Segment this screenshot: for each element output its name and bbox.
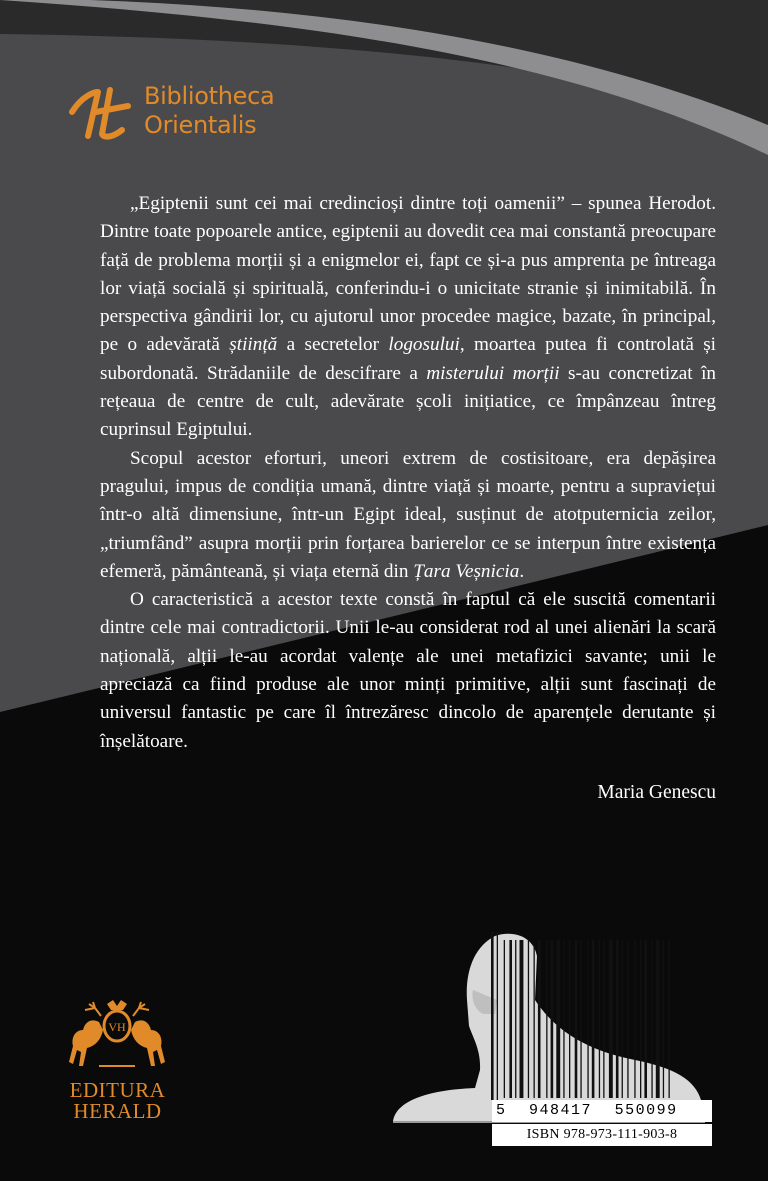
barcode-bar bbox=[504, 940, 505, 1098]
barcode-bar bbox=[546, 940, 547, 1098]
publisher-name bbox=[55, 1080, 180, 1122]
text-run: , moartea putea fi controlată și subordonată. Strădaniile de descifrare a bbox=[100, 334, 716, 384]
publisher-name-line2: HERALD bbox=[73, 1099, 162, 1123]
isbn-number: ISBN 978-973-111-903-8 bbox=[492, 1124, 712, 1146]
blurb-paragraph bbox=[100, 586, 716, 756]
italic-phrase: misterului morții bbox=[426, 362, 560, 384]
barcode-bar bbox=[592, 940, 595, 1098]
text-run: . bbox=[519, 560, 525, 582]
barcode-bar bbox=[520, 940, 524, 1098]
barcode-bar bbox=[575, 940, 578, 1098]
barcode-bar bbox=[651, 940, 652, 1098]
series-title bbox=[144, 82, 274, 140]
series-logo bbox=[68, 82, 298, 144]
series-title-line1: Bibliotheca bbox=[144, 82, 275, 110]
barcode-bar bbox=[563, 940, 564, 1098]
italic-phrase: știință bbox=[229, 334, 278, 356]
series-emblem-icon bbox=[68, 86, 134, 142]
text-run: „Egiptenii sunt cei mai credincioși dintre toți oamenii” – spunea Herodot. Dintre toate popoarele antice, egiptenii au dovedit cea mai constantă preocupare față de problema morții și a enigmelor ei, fapt ce și-a pus amprenta pe întreaga lor viață socială și spirituală, conferindu-i o unicitate stranie și inimitabilă. În perspectiva gândirii lor, cu ajutorul unor procedee magice, bazate, în principal, pe o adevărată bbox=[100, 193, 716, 356]
barcode-digit-group-left: 948417 bbox=[529, 1102, 593, 1119]
barcode-bar bbox=[627, 940, 628, 1098]
barcode-bar bbox=[656, 940, 660, 1098]
publisher-logo bbox=[55, 1000, 180, 1130]
text-run: O caracteristică a acestor texte constă în faptul că ele suscită comentarii dintre cele mai contradictorii. Unii le-au considerat rod al unei alienări la scară națională, alții le-au acordat valențe ale unei metafizici savante; unii le apreciază ca fiind produse ale unor minți primitive, alții sunt fascinați de universul fantastic pe care îl întrezăresc dincolo de aparențele derutante și înșelătoare. bbox=[100, 589, 716, 752]
barcode-bar bbox=[551, 940, 554, 1098]
barcode-bar bbox=[509, 940, 512, 1098]
barcode-digit-group-right: 550099 bbox=[614, 1102, 678, 1119]
barcode-bar bbox=[587, 940, 588, 1098]
author-signature: Maria Genescu bbox=[597, 782, 716, 803]
text-run: s-au concretizat în rețeaua de centre de cult, adevărate școli inițiatice, ce împânzeau întreg cuprinsul Egiptului. bbox=[100, 362, 716, 441]
barcode-bar bbox=[663, 940, 664, 1098]
barcode-bar bbox=[669, 940, 670, 1098]
text-run: a secretelor bbox=[277, 334, 389, 356]
barcode-digits bbox=[492, 1100, 712, 1122]
barcode-bar bbox=[640, 940, 641, 1098]
barcode-bar bbox=[644, 940, 647, 1098]
barcode-bar bbox=[497, 932, 498, 1100]
barcode-bar bbox=[616, 940, 619, 1098]
barcode-bar bbox=[580, 940, 581, 1098]
deer-emblem-icon bbox=[55, 1000, 180, 1080]
barcode-bar bbox=[569, 940, 570, 1098]
barcode-bar bbox=[491, 932, 494, 1100]
barcode-bar bbox=[622, 940, 623, 1098]
blurb-paragraph bbox=[100, 190, 716, 445]
series-title-line2: Orientalis bbox=[144, 111, 257, 139]
barcode-bar bbox=[538, 940, 541, 1098]
barcode-bar bbox=[556, 940, 560, 1098]
italic-phrase: logosului bbox=[388, 334, 460, 356]
blurb-text bbox=[100, 190, 716, 756]
emblem-initials: VH bbox=[108, 1020, 126, 1034]
barcode-bar bbox=[534, 940, 535, 1098]
text-run: Scopul acestor eforturi, uneori extrem de costisitoare, era depășirea pragului, impus de condiția umană, dintre viață și moarte, pentru a supraviețui într-o altă dimensiune, într-un Egipt ideal, susținut de atotputernicia zeilor, „triumfând” asupra morții prin forțarea barierelor ce se interpun între existența efemeră, pământeană, și viața eternă din bbox=[100, 447, 716, 582]
publisher-name-line1: EDITURA bbox=[69, 1078, 166, 1102]
barcode-bar bbox=[515, 940, 516, 1098]
barcode-bar bbox=[599, 940, 600, 1098]
barcode-bar bbox=[634, 940, 635, 1098]
barcode-bar bbox=[528, 940, 529, 1098]
barcode-bar bbox=[609, 940, 613, 1098]
barcode-bar bbox=[603, 940, 604, 1098]
barcode-digit-lead: 5 bbox=[496, 1102, 507, 1119]
italic-phrase: Țara Veșnicia bbox=[413, 560, 520, 582]
blurb-paragraph bbox=[100, 445, 716, 586]
